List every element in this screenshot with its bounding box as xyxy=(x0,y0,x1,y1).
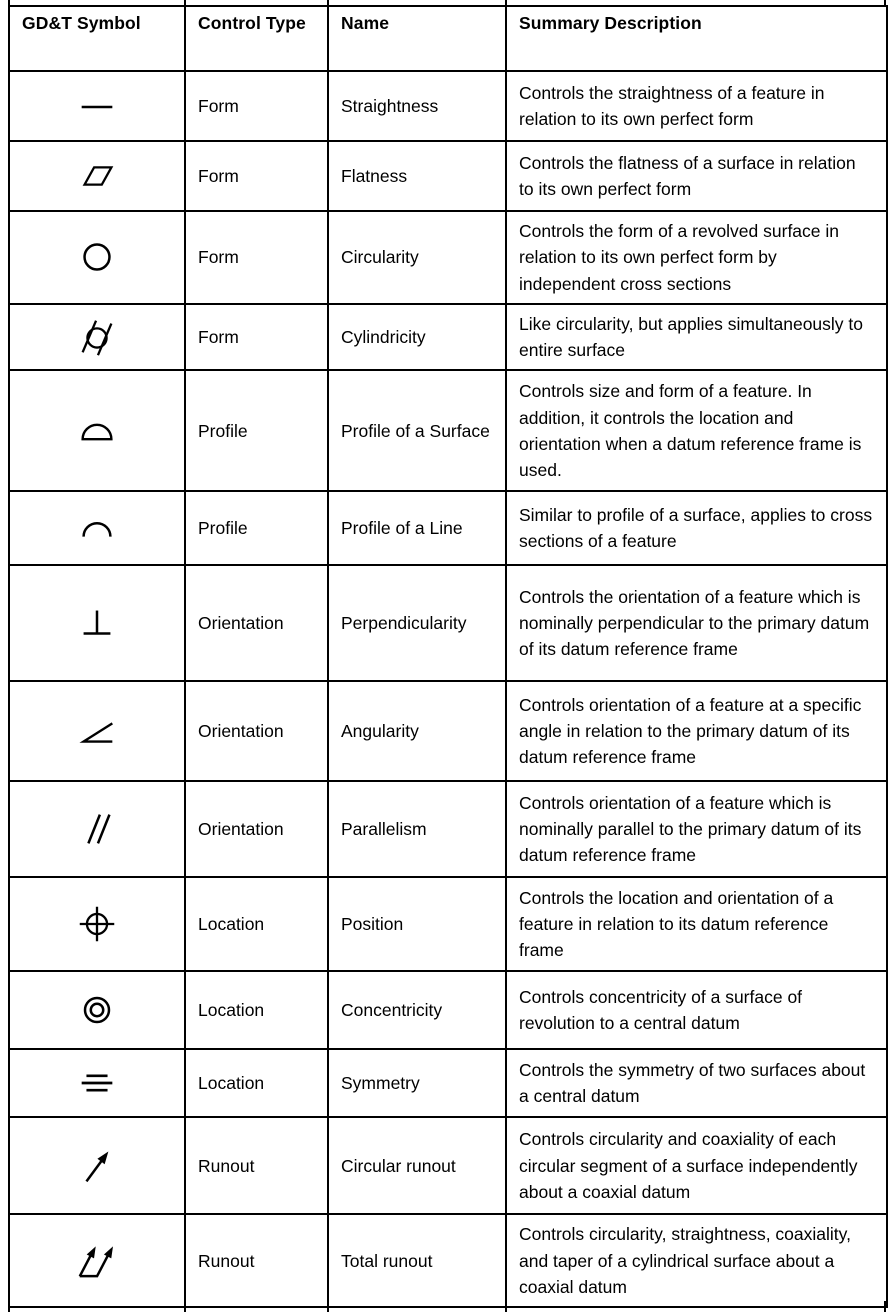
control-type-cell: Runout xyxy=(185,1214,328,1307)
symbol-cell xyxy=(9,491,185,565)
control-type-cell: Location xyxy=(185,1049,328,1117)
description-cell: Controls the flatness of a surface in relation to its own perfect form xyxy=(506,141,887,211)
cylindricity-icon xyxy=(74,314,120,360)
name-cell: Parallelism xyxy=(328,781,506,877)
control-type-cell: Form xyxy=(185,71,328,141)
symbol-cell xyxy=(9,877,185,971)
table-row xyxy=(9,370,887,491)
circularity-circle-icon xyxy=(74,234,120,280)
description-cell: Controls circularity, straightness, coaxiality, and taper of a cylindrical surface about a coaxial datum xyxy=(506,1214,887,1307)
symbol-cell xyxy=(9,141,185,211)
control-type-cell: Form xyxy=(185,141,328,211)
name-cell: Perpendicularity xyxy=(328,565,506,681)
profile-of-surface-icon xyxy=(74,408,120,454)
name-cell: Symmetry xyxy=(328,1049,506,1117)
control-type-cell: Form xyxy=(185,211,328,304)
description-cell: Controls the form of a revolved surface in relation to its own perfect form by independent cross sections xyxy=(506,211,887,304)
description-cell: Controls the location and orientation of a feature in relation to its datum reference frame xyxy=(506,877,887,971)
description-cell: Controls orientation of a feature which is nominally parallel to the primary datum of its datum reference frame xyxy=(506,781,887,877)
symbol-cell xyxy=(9,370,185,491)
table-row xyxy=(9,71,887,141)
description-cell: Controls orientation of a feature at a specific angle in relation to the primary datum of its datum reference frame xyxy=(506,681,887,781)
description-cell: Similar to profile of a surface, applies to cross sections of a feature xyxy=(506,491,887,565)
table-row xyxy=(9,681,887,781)
name-cell: Profile of a Line xyxy=(328,491,506,565)
description-cell: Controls the orientation of a feature which is nominally perpendicular to the primary datum of its datum reference frame xyxy=(506,565,887,681)
table-row xyxy=(9,211,887,304)
symbol-cell xyxy=(9,71,185,141)
table-header-row xyxy=(9,6,887,71)
table-edge-stub xyxy=(184,1301,186,1312)
circular-runout-icon xyxy=(74,1143,120,1189)
control-type-cell: Orientation xyxy=(185,781,328,877)
straightness-line-icon xyxy=(74,83,120,129)
table-row xyxy=(9,304,887,371)
perpendicularity-icon xyxy=(74,600,120,646)
table-row xyxy=(9,971,887,1049)
control-type-cell: Form xyxy=(185,304,328,371)
control-type-cell: Profile xyxy=(185,491,328,565)
symbol-cell xyxy=(9,1214,185,1307)
control-type-cell: Runout xyxy=(185,1117,328,1214)
table-row xyxy=(9,1214,887,1307)
name-cell: Circular runout xyxy=(328,1117,506,1214)
description-cell: Controls circularity and coaxiality of each circular segment of a surface independently about a coaxial datum xyxy=(506,1117,887,1214)
symbol-cell xyxy=(9,565,185,681)
description-cell: Controls the straightness of a feature in relation to its own perfect form xyxy=(506,71,887,141)
control-type-cell: Profile xyxy=(185,370,328,491)
name-cell: Concentricity xyxy=(328,971,506,1049)
name-cell: Angularity xyxy=(328,681,506,781)
symbol-cell xyxy=(9,211,185,304)
header-summary-description: Summary Description xyxy=(506,6,887,71)
header-gdt-symbol: GD&T Symbol xyxy=(9,6,185,71)
symbol-cell xyxy=(9,781,185,877)
table-edge-stub xyxy=(884,1301,886,1312)
description-cell: Like circularity, but applies simultaneously to entire surface xyxy=(506,304,887,371)
concentricity-icon xyxy=(74,987,120,1033)
name-cell: Flatness xyxy=(328,141,506,211)
position-icon xyxy=(74,901,120,947)
flatness-parallelogram-icon xyxy=(74,153,120,199)
header-name: Name xyxy=(328,6,506,71)
symmetry-icon xyxy=(74,1060,120,1106)
table-edge-stub xyxy=(327,1301,329,1312)
symbol-cell xyxy=(9,1117,185,1214)
table-row xyxy=(9,565,887,681)
symbol-cell xyxy=(9,681,185,781)
name-cell: Straightness xyxy=(328,71,506,141)
symbol-cell xyxy=(9,304,185,371)
name-cell: Cylindricity xyxy=(328,304,506,371)
total-runout-icon xyxy=(74,1238,120,1284)
name-cell: Position xyxy=(328,877,506,971)
table-row xyxy=(9,141,887,211)
profile-of-line-icon xyxy=(74,505,120,551)
symbol-cell xyxy=(9,971,185,1049)
table-row xyxy=(9,491,887,565)
name-cell: Circularity xyxy=(328,211,506,304)
table-row xyxy=(9,1049,887,1117)
control-type-cell: Location xyxy=(185,877,328,971)
table-row xyxy=(9,781,887,877)
angularity-icon xyxy=(74,708,120,754)
description-cell: Controls concentricity of a surface of revolution to a central datum xyxy=(506,971,887,1049)
gdt-symbols-table xyxy=(8,5,888,1308)
header-control-type: Control Type xyxy=(185,6,328,71)
control-type-cell: Orientation xyxy=(185,681,328,781)
name-cell: Profile of a Surface xyxy=(328,370,506,491)
parallelism-icon xyxy=(74,806,120,852)
control-type-cell: Location xyxy=(185,971,328,1049)
table-row xyxy=(9,1117,887,1214)
table-edge-stub xyxy=(505,1301,507,1312)
name-cell: Total runout xyxy=(328,1214,506,1307)
table-edge-stub xyxy=(8,1301,10,1312)
table-row xyxy=(9,877,887,971)
description-cell: Controls size and form of a feature. In addition, it controls the location and orientation when a datum reference frame is used. xyxy=(506,370,887,491)
symbol-cell xyxy=(9,1049,185,1117)
control-type-cell: Orientation xyxy=(185,565,328,681)
description-cell: Controls the symmetry of two surfaces about a central datum xyxy=(506,1049,887,1117)
